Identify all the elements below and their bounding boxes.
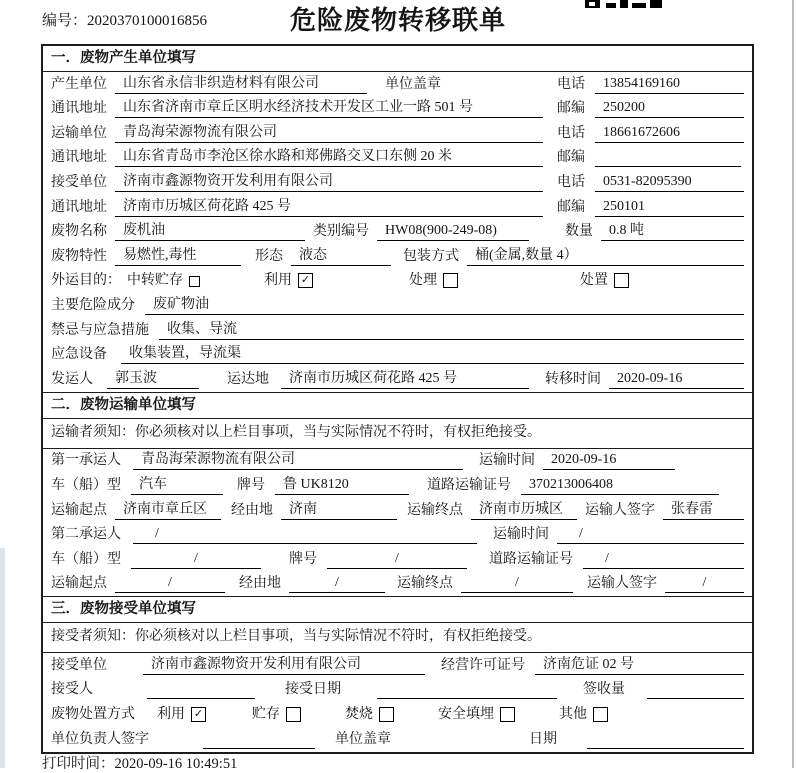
row-emergency-equipment <box>43 343 752 368</box>
phone-label: 电话 <box>557 76 585 92</box>
origin-value: 济南市章丘区 <box>115 500 221 520</box>
transport-time-label: 运输时间 <box>479 453 535 469</box>
acceptor-value <box>147 680 255 699</box>
row-route-2 <box>43 572 752 597</box>
scan-edge-tint <box>0 548 5 768</box>
doc-number-label: 编号： <box>42 13 88 29</box>
address-value: 山东省济南市章丘区明水经济技术开发区工业一路 501 号 <box>115 98 543 118</box>
destination-label: 运达地 <box>227 371 269 387</box>
section2-notice: 运输者须知：你必须核对以上栏目事项，当与实际情况不符时，有权拒绝接受。 <box>43 419 752 449</box>
print-time-label: 打印时间： <box>42 756 115 772</box>
transfer-time-label: 转移时间 <box>545 371 601 387</box>
origin-value: / <box>115 573 225 593</box>
unit-seal-label: 单位盖章 <box>335 731 391 747</box>
row-producer <box>43 72 752 97</box>
producer-label: 产生单位 <box>51 76 107 92</box>
accept-unit-value: 济南市鑫源物资开发利用有限公司 <box>143 655 425 675</box>
road-cert-value: 370213006408 <box>521 475 719 495</box>
transfer-time-value: 2020-09-16 <box>609 369 744 389</box>
equipment-label: 应急设备 <box>51 347 107 363</box>
via-label: 经由地 <box>239 576 281 592</box>
row-outbound-purpose <box>43 269 752 294</box>
taboo-label: 禁忌与应急措施 <box>51 322 149 338</box>
checkbox-use: ✓ <box>191 707 206 722</box>
row-producer-address <box>43 97 752 122</box>
qr-code-fragment-icon <box>585 0 663 9</box>
carrier-value: / <box>133 524 477 544</box>
plate-label: 牌号 <box>237 477 265 493</box>
checkbox-burn <box>379 707 394 722</box>
receiver-group <box>51 172 543 192</box>
road-cert-label: 道路运输证号 <box>427 477 511 493</box>
category-value: HW08(900-249-08) <box>377 221 529 241</box>
row-waste-character <box>43 244 752 269</box>
section3-title: 三．废物接受单位填写 <box>43 596 752 623</box>
vehicle-type-value: 汽车 <box>131 475 223 495</box>
checkbox-other <box>593 707 608 722</box>
packing-label: 包装方式 <box>403 248 459 264</box>
option-other-label: 其他 <box>559 707 587 723</box>
character-value: 易燃性,毒性 <box>115 246 241 266</box>
address-group <box>51 147 543 167</box>
phone-value: 0531-82095390 <box>595 172 744 192</box>
via-label: 经由地 <box>231 502 273 518</box>
receiver-value: 济南市鑫源物资开发利用有限公司 <box>115 172 543 192</box>
checkbox-landfill <box>500 707 515 722</box>
row-waste-name <box>43 220 752 245</box>
checkbox-treat <box>443 273 458 288</box>
address-value: 济南市历城区荷花路 425 号 <box>115 197 543 217</box>
checkbox-use: ✓ <box>298 273 313 288</box>
hazard-label: 主要危险成分 <box>51 297 135 313</box>
transporter-label: 运输单位 <box>51 125 107 141</box>
packing-value: 桶(金属,数量 4） <box>467 246 744 266</box>
carrier-sign-label: 运输人签字 <box>587 576 657 592</box>
option-dispose-label: 处置 <box>580 273 608 289</box>
row-vehicle-2 <box>43 547 752 572</box>
address-group <box>51 197 543 217</box>
row-head-signature <box>43 727 752 752</box>
section2-title: 二．废物运输单位填写 <box>43 392 752 419</box>
waste-name-label: 废物名称 <box>51 224 107 240</box>
address-value: 山东省青岛市李沧区徐水路和郑佛路交叉口东侧 20 米 <box>115 147 543 167</box>
carrier-sign-value: 张春雷 <box>663 500 744 520</box>
quantity-label: 数量 <box>565 224 593 240</box>
waste-name-value: 废机油 <box>115 221 305 241</box>
scan-edge-line <box>792 0 794 768</box>
unit-seal-label: 单位盖章 <box>385 76 441 92</box>
doc-number-value: 2020370100016856 <box>87 13 208 29</box>
option-landfill-label: 安全填埋 <box>438 707 494 723</box>
date-label: 日期 <box>529 731 557 747</box>
phone-value: 18661672606 <box>595 123 744 143</box>
taboo-value: 收集、导流 <box>159 320 744 340</box>
vehicle-type-value: / <box>131 549 261 569</box>
print-time-value: 2020-09-16 10:49:51 <box>114 756 238 772</box>
phone-label: 电话 <box>557 125 585 141</box>
carrier-value: 青岛海荣源物流有限公司 <box>133 450 463 470</box>
plate-value: / <box>327 549 467 569</box>
destination-value: 济南市历城区荷花路 425 号 <box>281 369 529 389</box>
option-use-label: 利用 <box>264 273 292 289</box>
accept-date-value <box>377 680 557 699</box>
phone-value: 13854169160 <box>595 74 744 94</box>
category-label: 类别编号 <box>313 224 369 240</box>
checkbox-dispose <box>614 273 629 288</box>
plate-value: 鲁 UK8120 <box>275 475 409 495</box>
equipment-value: 收集装置，导流渠 <box>121 344 744 364</box>
row-transporter <box>43 121 752 146</box>
accept-unit-label: 接受单位 <box>51 657 107 673</box>
via-value: / <box>289 573 385 593</box>
zip-label: 邮编 <box>557 199 585 215</box>
row-disposal-method <box>43 702 752 727</box>
row-taboo-measures <box>43 318 752 343</box>
zip-value <box>595 148 741 167</box>
transport-time-label: 运输时间 <box>493 527 549 543</box>
producer-value: 山东省永信非织造材料有限公司 <box>115 74 367 94</box>
address-label: 通讯地址 <box>51 199 107 215</box>
date-value <box>587 730 744 749</box>
row-route-1 <box>43 498 752 523</box>
transporter-group <box>51 123 543 143</box>
row-consignor <box>43 367 752 392</box>
via-value: 济南 <box>281 500 397 520</box>
address-label: 通讯地址 <box>51 101 107 117</box>
row-transporter-address <box>43 146 752 171</box>
license-value: 济南危证 02 号 <box>535 655 744 675</box>
vehicle-type-label: 车（船）型 <box>51 551 121 567</box>
transport-time-value: 2020-09-16 <box>543 450 675 470</box>
character-label: 废物特性 <box>51 248 107 264</box>
head-sign-label: 单位负责人签字 <box>51 731 149 747</box>
zip-value: 250101 <box>595 197 744 217</box>
phone-label: 电话 <box>557 174 585 190</box>
address-label: 通讯地址 <box>51 150 107 166</box>
carrier-sign-label: 运输人签字 <box>585 502 655 518</box>
row-first-carrier <box>43 449 752 474</box>
section1-title: 一．废物产生单位填写 <box>43 46 752 72</box>
option-treat-label: 处理 <box>409 273 437 289</box>
address-group <box>51 98 543 118</box>
print-time <box>42 752 237 773</box>
zip-label: 邮编 <box>557 150 585 166</box>
zip-value: 250200 <box>595 98 744 118</box>
endpoint-label: 运输终点 <box>407 502 463 518</box>
vehicle-type-label: 车（船）型 <box>51 477 121 493</box>
quantity-value: 0.8 吨 <box>601 221 744 241</box>
page-title: 危险废物转移联单 <box>289 6 506 35</box>
carrier-sign-value: / <box>665 573 744 593</box>
option-transfer-storage-label: 中转贮存 <box>127 273 183 289</box>
origin-label: 运输起点 <box>51 502 107 518</box>
option-burn-label: 焚烧 <box>345 707 373 723</box>
endpoint-value: 济南市历城区 <box>471 500 577 520</box>
section3-notice: 接受者须知：你必须核对以上栏目事项，当与实际情况不符时，有权拒绝接受。 <box>43 623 752 653</box>
transport-time-value: / <box>557 524 744 544</box>
head-sign-value <box>203 730 315 749</box>
option-use-label: 利用 <box>157 707 185 723</box>
checkbox-transfer-storage <box>189 276 200 287</box>
row-vehicle-1 <box>43 473 752 498</box>
manifest-form <box>41 44 754 754</box>
accept-date-label: 接受日期 <box>285 682 341 698</box>
form-label: 形态 <box>255 248 283 264</box>
endpoint-label: 运输终点 <box>397 576 453 592</box>
row-accept-unit <box>43 653 752 678</box>
license-label: 经营许可证号 <box>441 657 525 673</box>
receiver-label: 接受单位 <box>51 174 107 190</box>
sign-qty-label: 签收量 <box>583 682 625 698</box>
row-receiver <box>43 170 752 195</box>
plate-label: 牌号 <box>289 551 317 567</box>
origin-label: 运输起点 <box>51 576 107 592</box>
consignor-label: 发运人 <box>51 371 93 387</box>
row-receiver-address <box>43 195 752 220</box>
checkbox-store <box>286 707 301 722</box>
hazard-value: 废矿物油 <box>145 295 744 315</box>
carrier-label: 第一承运人 <box>51 453 121 469</box>
transporter-value: 青岛海荣源物流有限公司 <box>115 123 543 143</box>
sign-qty-value <box>647 680 744 699</box>
row-second-carrier <box>43 523 752 548</box>
road-cert-label: 道路运输证号 <box>489 551 573 567</box>
row-acceptor <box>43 678 752 703</box>
option-store-label: 贮存 <box>252 707 280 723</box>
purpose-label: 外运目的： <box>51 273 121 289</box>
producer-group <box>51 74 543 94</box>
disposal-label: 废物处置方式 <box>51 707 135 723</box>
consignor-value: 郭玉波 <box>107 369 199 389</box>
carrier-label: 第二承运人 <box>51 527 121 543</box>
road-cert-value: / <box>583 549 744 569</box>
form-value: 液态 <box>291 246 391 266</box>
acceptor-label: 接受人 <box>51 682 93 698</box>
endpoint-value: / <box>461 573 573 593</box>
row-hazard-component <box>43 293 752 318</box>
zip-label: 邮编 <box>557 101 585 117</box>
